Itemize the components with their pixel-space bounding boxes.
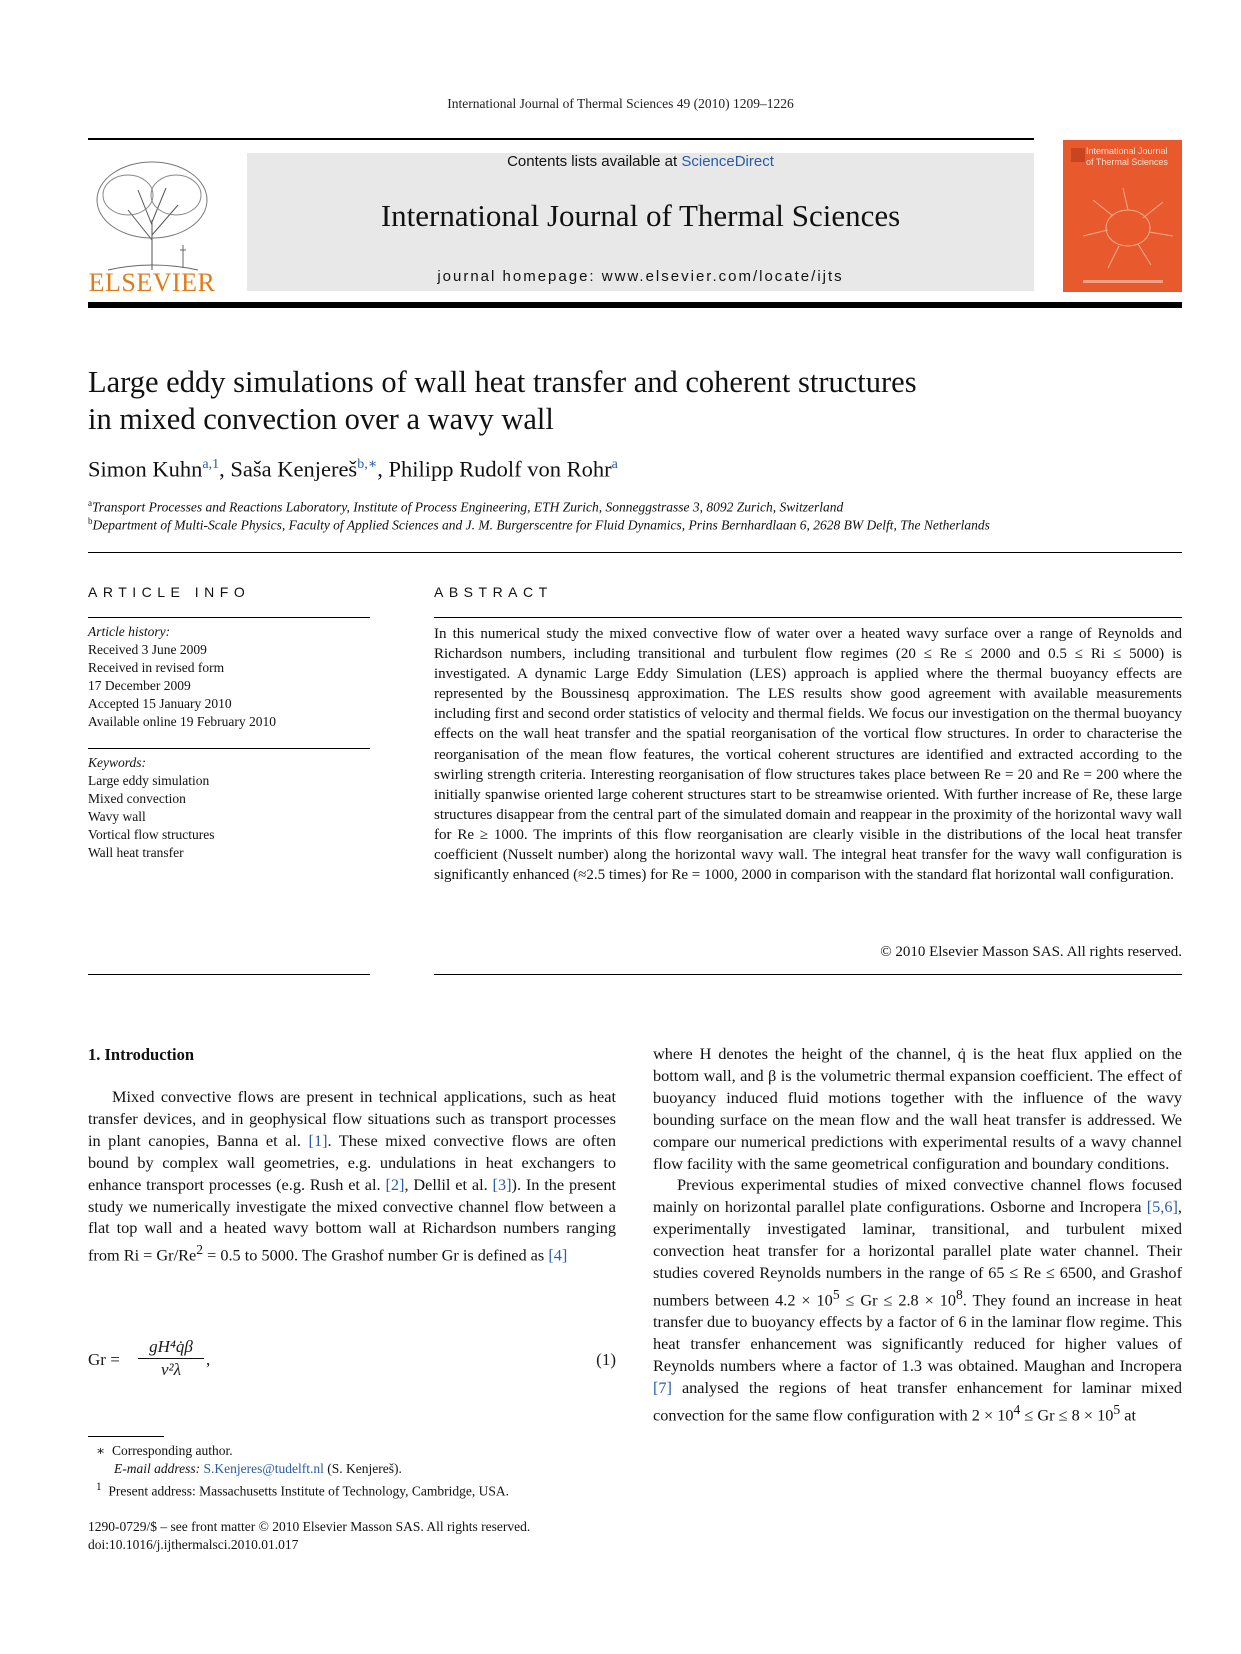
text-run: , experimentally investigated laminar, transitional, and turbulent mixed convection heat transfer for a horizontal parallel plate water channel. Their studies covered Reynolds numbers in the range of 65 ≤ Re ≤ 6500, and Grashof numbers between 4.2 × 10	[653, 1197, 1182, 1310]
author-name: Saša Kenjereš	[230, 456, 358, 482]
equation-comma: ,	[206, 1350, 211, 1369]
abstract-heading: ABSTRACT	[434, 584, 553, 600]
email-label: E-mail address:	[114, 1461, 204, 1476]
text-run: , Dellil et al.	[404, 1174, 493, 1194]
article-info-bottom-rule	[88, 974, 370, 975]
keyword: Large eddy simulation	[88, 773, 210, 788]
footnote-rule	[88, 1436, 164, 1437]
title-line-2: in mixed convection over a wavy wall	[88, 402, 554, 436]
author-affil-mark[interactable]: a	[611, 457, 618, 472]
affiliation-a	[88, 498, 1182, 516]
contents-prefix: Contents lists available at	[507, 153, 682, 170]
sciencedirect-link[interactable]: ScienceDirect	[681, 153, 774, 170]
equation-denominator: ν²λ	[160, 1360, 181, 1379]
superscript: 4	[1013, 1401, 1021, 1417]
affiliation-mark: b	[88, 516, 93, 526]
text-run: analysed the regions of heat transfer enhancement for laminar mixed convection for the same flow configuration with 2 × 10	[653, 1378, 1182, 1425]
text-run: ). In the present study we numerically investigate the mixed convective channel flow between a flat top wall and a heated wavy bottom wall at Richardson numbers ranging from Ri = Gr/Re	[88, 1174, 617, 1265]
keyword: Mixed convection	[88, 791, 186, 806]
author-name: Philipp Rudolf von Rohr	[388, 456, 612, 482]
masthead-rule	[88, 302, 1182, 308]
affiliation-text: Transport Processes and Reactions Laboratory, Institute of Process Engineering, ETH Zurich, Sonneggstrasse 3, 8092 Zurich, Switzerland	[92, 499, 844, 515]
reference-link[interactable]: [7]	[653, 1378, 672, 1398]
equation-lhs: Gr =	[88, 1350, 120, 1369]
journal-citation: International Journal of Thermal Sciences 49 (2010) 1209–1226	[447, 96, 794, 111]
footnotes	[88, 1442, 628, 1501]
equation-1	[88, 1336, 616, 1386]
reference-link[interactable]: [4]	[548, 1245, 568, 1265]
keywords-rule	[88, 748, 370, 749]
author-list	[88, 456, 1088, 483]
affiliation-mark: a	[88, 498, 92, 508]
history-item: Received in revised form	[88, 660, 225, 675]
abstract-text: In this numerical study the mixed convective flow of water over a heated wavy surface over a range of Reynolds and Richardson numbers, including transitional and turbulent flow regimes (20 ≤ Re ≤ 2000 and 0.5 ≤ Ri ≤ 5000) is investigated. A dynamic Large Eddy Simulation (LES) approach is applied where the thermal buoyancy effects are represented by the Boussinesq approximation. The LES results show good agreement with available measurements including first and second order statistics of velocity and thermal fields. We focus our investigation on the thermal buoyancy effects on the wall heat transfer and the spatial reorganisation of the vortical flow structures. In order to characterise the reorganisation of the mean flow features, the vortical coherent structures are identified and extracted according to the swirling strength criteria. Interesting reorganisation of flow structures takes place between Re = 20 and Re = 200 where the initially spanwise oriented large coherent structures start to be streamwise oriented. With further increase of Re, these large structures disappear from the central part of the simulated domain and reappear in the proximity of the horizontal wavy wall for Re ≥ 1000. The imprints of this flow reorganisation are clearly visible in the distributions of the local heat transfer coefficient (Nusselt number) along the horizontal wavy wall. The integral heat transfer for the wavy wall configuration is significantly enhanced (≈2.5 times) for Re = 1000, 2000 in comparison with the standard flat horizontal wall configuration.	[434, 626, 1182, 884]
doi-line[interactable]: doi:10.1016/j.ijthermalsci.2010.01.017	[88, 1537, 299, 1552]
footnote-mark: 1	[96, 1481, 102, 1493]
paragraph	[653, 1174, 1182, 1426]
superscript: 5	[1113, 1401, 1121, 1417]
text-run: at	[1120, 1405, 1136, 1425]
keywords-label: Keywords:	[88, 755, 146, 770]
history-item: Received 3 June 2009	[88, 642, 207, 657]
publisher-logo-text: ELSEVIER	[88, 268, 216, 297]
paragraph: where H denotes the height of the channel, q̇ is the heat flux applied on the bottom wall, and β is the volumetric thermal expansion coefficient. The effect of buoyancy induced fluid motions together with the influence of the wavy bounding surface on the mean flow and the wall heat transfer is addressed. We compare our numerical predictions with experimental results of a wavy channel flow facility with the same geometrical configuration and boundary conditions.	[653, 1044, 1182, 1173]
keyword: Vortical flow structures	[88, 827, 215, 842]
abstract-bottom-rule	[434, 974, 1182, 975]
superscript: 8	[955, 1286, 963, 1302]
title-line-1: Large eddy simulations of wall heat transfer and coherent structures	[88, 365, 917, 399]
issn-line: 1290-0729/$ – see front matter © 2010 Elsevier Masson SAS. All rights reserved.	[88, 1519, 531, 1534]
author-separator: ,	[219, 456, 231, 482]
reference-link[interactable]: [2]	[385, 1174, 405, 1194]
journal-homepage[interactable]: journal homepage: www.elsevier.com/locate/ijts	[437, 268, 844, 285]
front-matter	[88, 1518, 688, 1554]
intro-paragraph	[88, 1086, 616, 1267]
text-run: . These mixed convective flows are often bound by complex wall geometries, e.g. undulations in heat exchangers to enhance transport processes (e.g. Rush et al.	[88, 1130, 616, 1194]
author-affil-mark[interactable]: b,∗	[357, 457, 378, 472]
affiliation-b	[88, 516, 1182, 534]
footnote-text: (S. Kenjereš).	[323, 1461, 402, 1476]
history-label: Article history:	[88, 624, 171, 639]
text-run: Previous experimental studies of mixed convective channel flows focused mainly on horizontal parallel plate configurations. Osborne and Incropera	[653, 1175, 1182, 1217]
contents-available	[247, 153, 1034, 170]
history-item: 17 December 2009	[88, 678, 191, 693]
article-info-rule	[88, 617, 370, 618]
author-name: Simon Kuhn	[88, 456, 203, 482]
header-rule	[88, 138, 1034, 140]
footnote-text: Corresponding author.	[111, 1443, 233, 1458]
superscript: 2	[196, 1242, 204, 1258]
keyword: Wavy wall	[88, 809, 146, 824]
section-heading-introduction: 1. Introduction	[88, 1045, 195, 1064]
author-separator: ,	[377, 456, 389, 482]
equation-fraction	[138, 1336, 204, 1381]
article-history	[88, 623, 368, 731]
reference-link[interactable]: [5,6]	[1146, 1197, 1178, 1217]
reference-link[interactable]: [1]	[308, 1130, 328, 1150]
abstract-copyright: © 2010 Elsevier Masson SAS. All rights reserved.	[880, 944, 1182, 960]
email-link[interactable]: S.Kenjeres@tudelft.nl	[203, 1461, 324, 1476]
text-run: ≤ Gr ≤ 8 × 10	[1020, 1405, 1114, 1425]
article-info-heading: ARTICLE INFO	[88, 584, 251, 600]
text-run: Mixed convective flows are present in technical applications, such as heat transfer devices, and in geophysical flow situations such as transport processes in plant canopies, Banna et al.	[88, 1087, 616, 1150]
superscript: 5	[832, 1286, 840, 1302]
text-run: ≤ Gr ≤ 2.8 × 10	[839, 1290, 956, 1310]
abstract-rule	[434, 617, 1182, 618]
affiliation-rule	[88, 552, 1182, 553]
equation-numerator: gH⁴q̇β	[138, 1336, 204, 1359]
text-run: . They found an increase in heat transfer due to buoyancy effects by a factor of 6 in the laminar flow regime. This heat transfer enhancement was significantly reduced for higher values of Reynolds numbers where a factor of 1.3 was obtained. Maughan and Incropera	[653, 1290, 1182, 1376]
author-affil-mark[interactable]: a,1	[202, 457, 220, 472]
history-item: Accepted 15 January 2010	[88, 696, 232, 711]
right-column-text	[653, 1043, 1182, 1426]
history-item: Available online 19 February 2010	[88, 714, 276, 729]
equation-label: (1)	[596, 1350, 616, 1369]
footnote-mark: ∗	[96, 1443, 106, 1458]
keywords	[88, 754, 368, 862]
text-run: = 0.5 to 5000. The Grashof number Gr is defined as	[203, 1245, 549, 1265]
journal-title: International Journal of Thermal Sciences	[380, 198, 901, 233]
article-title	[88, 364, 1088, 438]
footnote-text: Present address: Massachusetts Institute of Technology, Cambridge, USA.	[108, 1483, 509, 1499]
keyword: Wall heat transfer	[88, 845, 184, 860]
cover-title: International Journal of Thermal Sciences	[1086, 146, 1168, 167]
affiliation-text: Department of Multi-Scale Physics, Faculty of Applied Sciences and J. M. Burgerscentre for Fluid Dynamics, Prins Bernhardlaan 6, 2628 BW Delft, The Netherlands	[92, 517, 990, 533]
reference-link[interactable]: [3]	[492, 1174, 512, 1194]
